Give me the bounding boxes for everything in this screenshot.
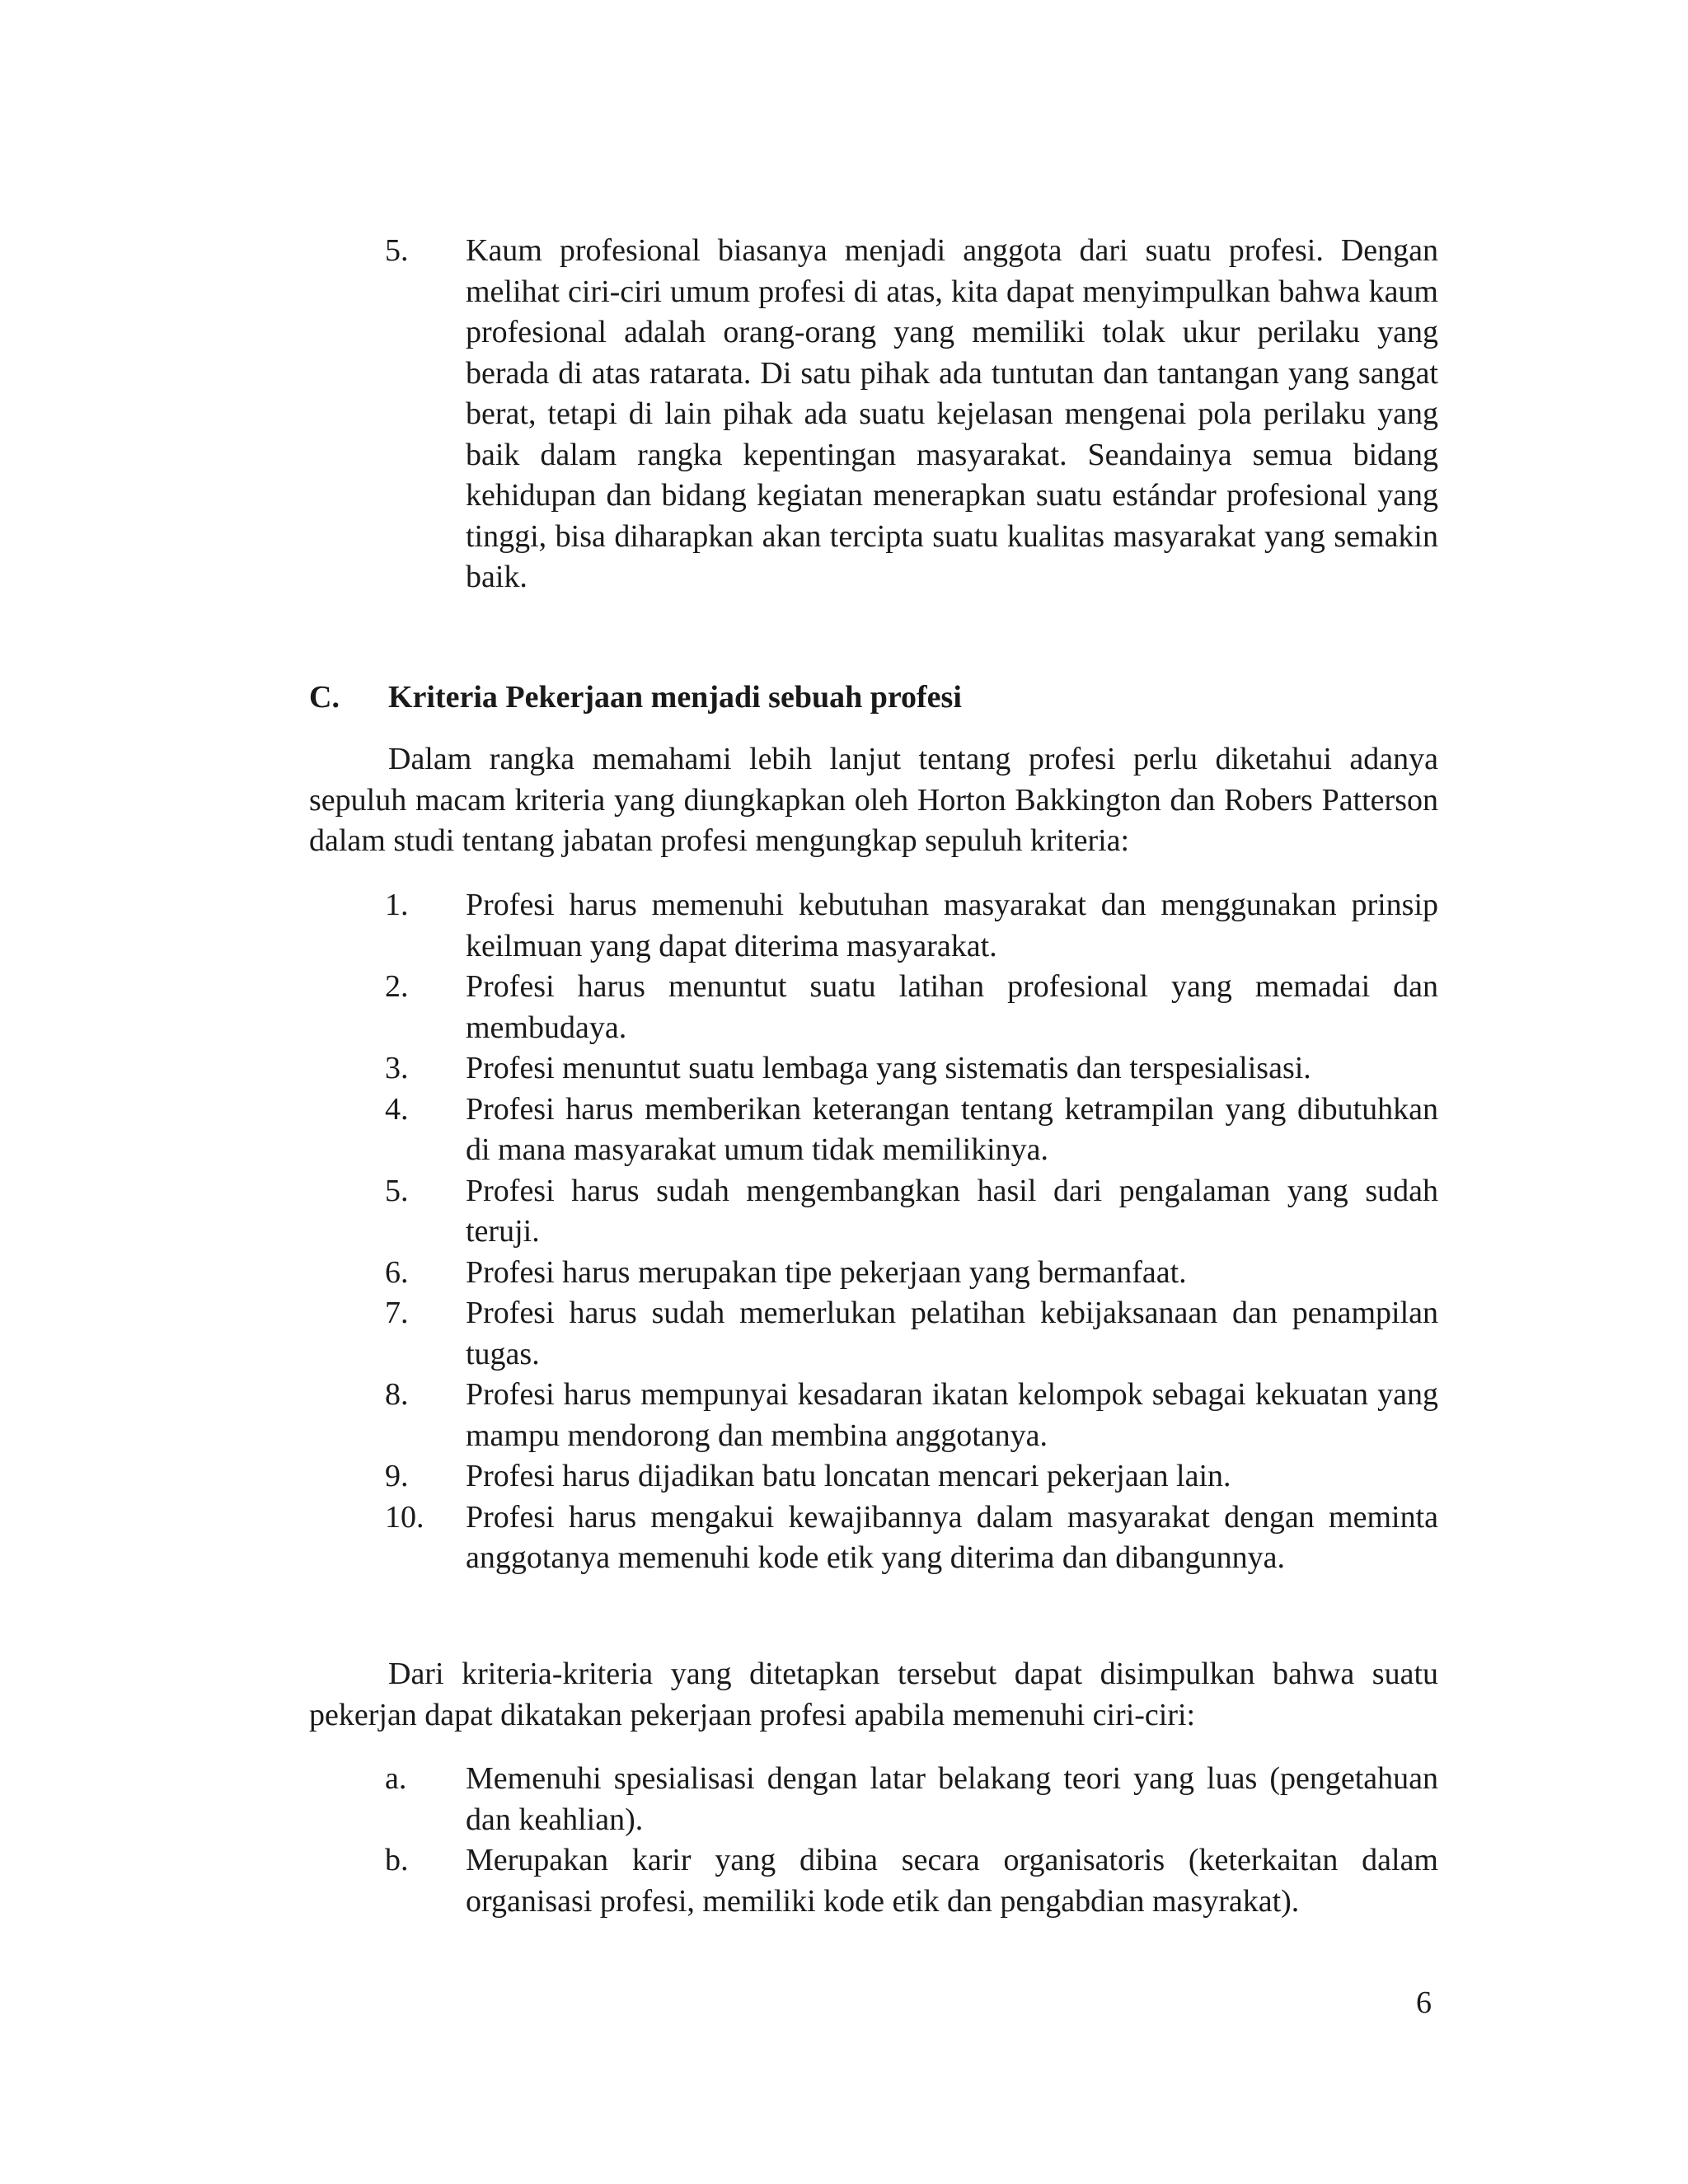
list-item-number: 4. [385,1091,409,1127]
list-item [309,1840,1438,1922]
list-item-number: 6. [385,1254,409,1290]
list-item [309,1171,1438,1253]
list-item-number: 3. [385,1051,409,1085]
list-item [309,1759,1438,1840]
list-item-text: Profesi harus sudah mengembangkan hasil dari pengalaman yang sudah teruji. [466,1173,1438,1249]
page-number: 6 [1416,1985,1432,2020]
list-item-number: 1. [385,888,409,922]
list-item-number: 9. [385,1459,409,1493]
list-item [309,1253,1438,1294]
list-item-number: 10. [385,1499,424,1535]
list-item-text: Profesi harus menuntut suatu latihan profesional yang memadai dan membudaya. [466,969,1438,1045]
list-item [309,885,1438,967]
list-item-text: Profesi harus memenuhi kebutuhan masyarakat dan menggunakan prinsip keilmuan yang dapat diterima masyarakat. [466,888,1438,963]
list-item [309,1293,1438,1375]
list-item-number: 8. [385,1377,409,1412]
list-item-number: 7. [385,1296,409,1330]
list-item-text: Profesi harus dijadikan batu loncatan mencari pekerjaan lain. [466,1459,1231,1493]
section-letter: C. [309,680,340,715]
list-item-text: Memenuhi spesialisasi dengan latar belakang teori yang luas (pengetahuan dan keahlian). [466,1761,1438,1837]
list-item [309,1456,1438,1497]
list-item-number: 5. [385,233,409,268]
conclusion-paragraph: Dari kriteria-kriteria yang ditetapkan tersebut dapat disimpulkan bahwa suatu pekerjan dapat dikatakan pekerjaan profesi apabila memenuhi ciri-ciri: [309,1657,1438,1732]
list-item [309,1090,1438,1171]
list-item [309,1497,1438,1579]
list-item-text: Profesi harus mengakui kewajibannya dalam masyarakat dengan meminta anggotanya memenuhi kode etik yang diterima dan dibangunnya. [466,1499,1438,1575]
top-list [309,231,1438,598]
list-item [309,1048,1438,1090]
list-item-text: Merupakan karir yang dibina secara organisatoris (keterkaitan dalam organisasi profesi, memiliki kode etik dan pengabdian masyrakat). [466,1843,1438,1919]
list-item-number: a. [385,1761,407,1796]
criteria-list [309,885,1438,1579]
list-item-text: Profesi harus sudah memerlukan pelatihan kebijaksanaan dan penampilan tugas. [466,1296,1438,1371]
list-item-text: Profesi menuntut suatu lembaga yang sistematis dan terspesialisasi. [466,1051,1311,1085]
intro-paragraph: Dalam rangka memahami lebih lanjut tentang profesi perlu diketahui adanya sepuluh macam kriteria yang diungkapkan oleh Horton Bakkington dan Robers Patterson dalam studi tentang jabatan profesi mengungkap sepuluh kriteria: [309,742,1438,858]
list-item-number: 2. [385,969,409,1004]
list-item-text: Profesi harus merupakan tipe pekerjaan yang bermanfaat. [466,1254,1187,1290]
list-item [309,967,1438,1048]
list-item [309,1375,1438,1456]
list-item [309,231,1438,598]
list-item-number: b. [385,1843,409,1877]
section-title: Kriteria Pekerjaan menjadi sebuah profesi [388,680,962,715]
list-item-text: Profesi harus mempunyai kesadaran ikatan kelompok sebagai kekuatan yang mampu mendorong dan membina anggotanya. [466,1377,1438,1453]
list-item-number: 5. [385,1173,409,1208]
characteristics-list [309,1759,1438,1922]
list-item-text: Profesi harus memberikan keterangan tentang ketrampilan yang dibutuhkan di mana masyarakat umum tidak memilikinya. [466,1091,1438,1167]
list-item-text: Kaum profesional biasanya menjadi anggota dari suatu profesi. Dengan melihat ciri-ciri umum profesi di atas, kita dapat menyimpulkan bahwa kaum profesional adalah orang-orang yang memiliki tolak ukur perilaku yang berada di atas ratarata. Di satu pihak ada tuntutan dan tantangan yang sangat berat, tetapi di lain pihak ada suatu kejelasan mengenai pola perilaku yang baik dalam rangka kepentingan masyarakat. Seandainya semua bidang kehidupan dan bidang kegiatan menerapkan suatu estándar profesional yang tinggi, bisa diharapkan akan tercipta suatu kualitas masyarakat yang semakin baik. [466,233,1438,594]
